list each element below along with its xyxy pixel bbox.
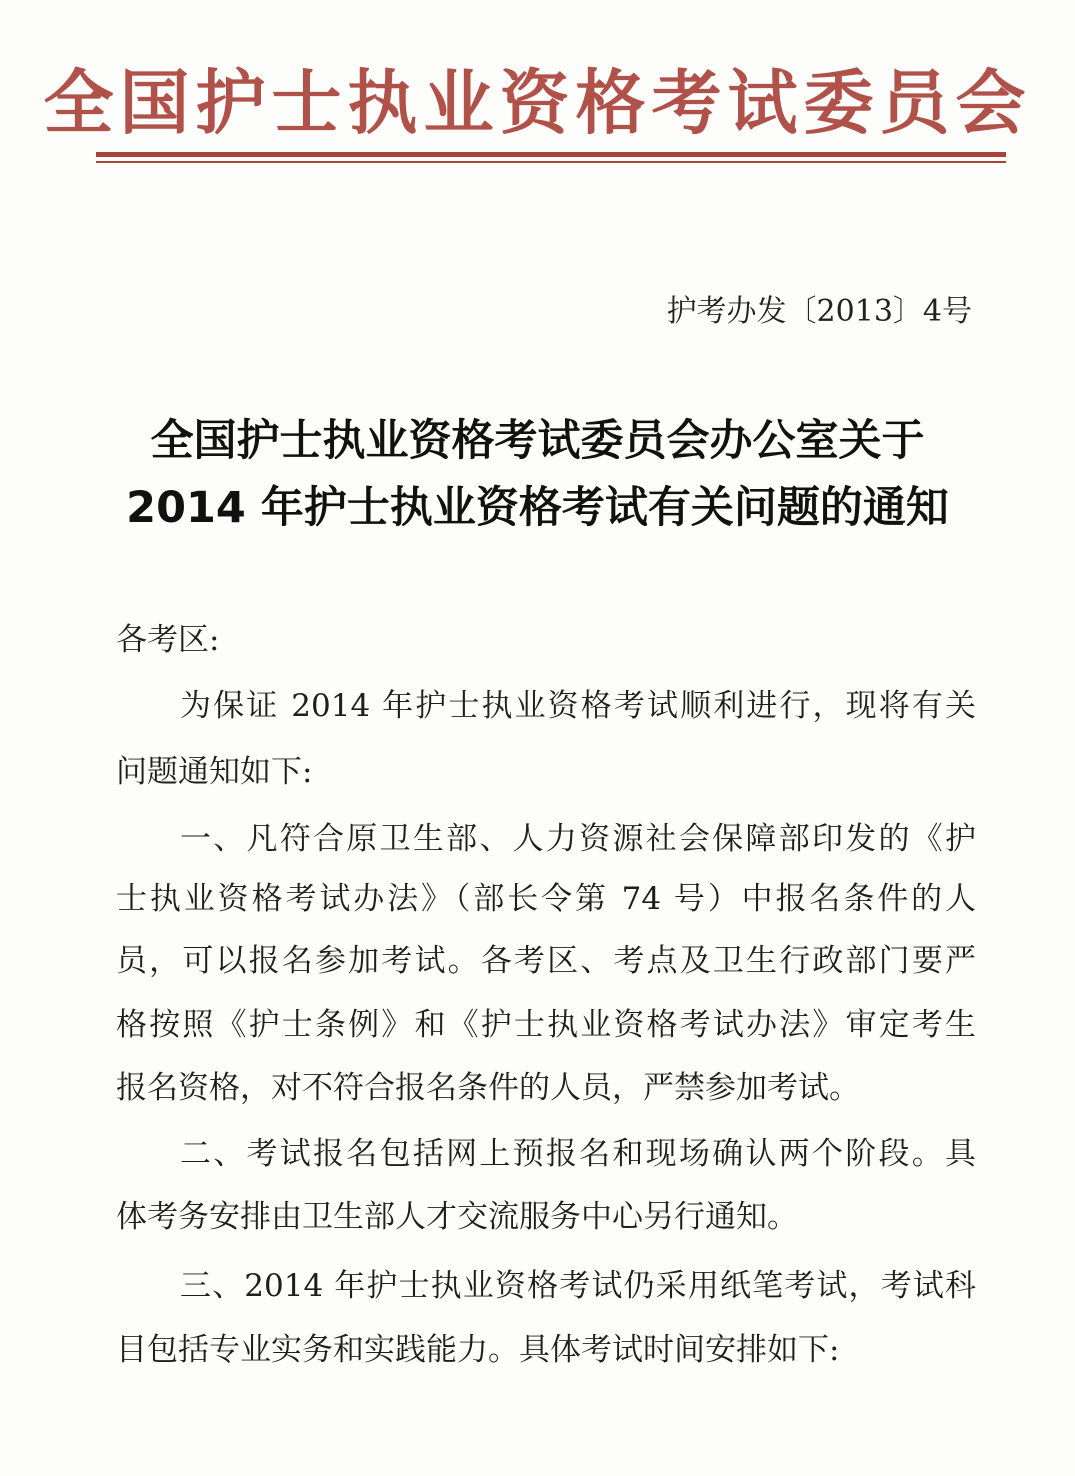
intro-line-2: 问题通知如下: — [116, 754, 313, 790]
section2-line-1: 二、考试报名包括网上预报名和现场确认两个阶段。具 — [180, 1136, 976, 1172]
document-title-line-2: 2014 年护士执业资格考试有关问题的通知 — [126, 483, 949, 533]
letterhead-title: 全国护士执业资格考试委员会 — [43, 61, 1032, 144]
section1-line-1: 一、凡符合原卫生部、人力资源社会保障部印发的《护 — [180, 821, 976, 857]
letterhead-rule-thick — [96, 152, 1006, 157]
section1-line-2: 士执业资格考试办法》（部长令第 74 号）中报名条件的人 — [116, 881, 976, 917]
intro-line-1: 为保证 2014 年护士执业资格考试顺利进行，现将有关 — [180, 688, 976, 724]
letterhead-rule-thin — [96, 161, 1006, 163]
section1-line-5: 报名资格，对不符合报名条件的人员，严禁参加考试。 — [116, 1070, 860, 1106]
section3-line-1: 三、2014 年护士执业资格考试仍采用纸笔考试，考试科 — [180, 1268, 976, 1304]
document-title-line-1: 全国护士执业资格考试委员会办公室关于 — [150, 416, 925, 466]
salutation: 各考区: — [116, 622, 220, 658]
section1-line-3: 员，可以报名参加考试。各考区、考点及卫生行政部门要严 — [116, 943, 976, 979]
section2-line-2: 体考务安排由卫生部人才交流服务中心另行通知。 — [116, 1199, 798, 1235]
section1-line-4: 格按照《护士条例》和《护士执业资格考试办法》审定考生 — [116, 1007, 976, 1043]
section3-line-2: 目包括专业实务和实践能力。具体考试时间安排如下: — [116, 1332, 840, 1368]
document-number: 护考办发〔2013〕4号 — [666, 294, 972, 329]
